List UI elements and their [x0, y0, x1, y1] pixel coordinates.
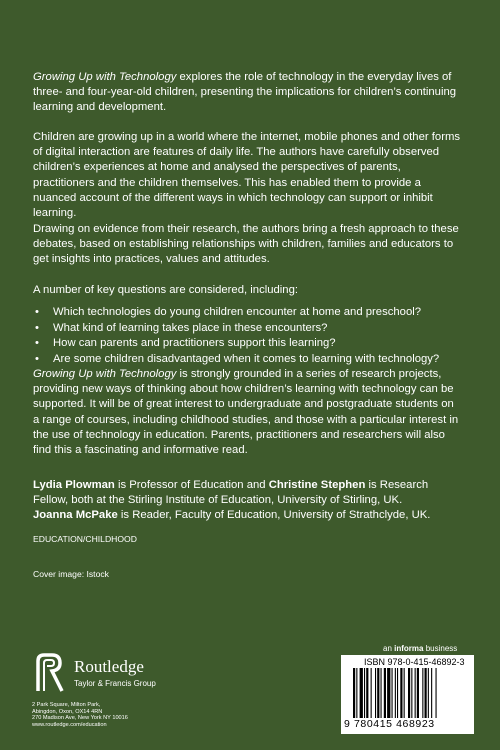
- isbn-label: ISBN 978-0-415-46892-3: [364, 657, 465, 667]
- isbn-barcode: [341, 655, 474, 734]
- list-item: • Which technologies do young children encounter at home and preschool?: [33, 305, 473, 321]
- publisher-name: Routledge: [74, 657, 144, 676]
- author-bios: [33, 478, 463, 524]
- list-item: • How can parents and practitioners support this learning?: [33, 336, 473, 352]
- address-line: 270 Madison Ave, New York NY 10016: [32, 715, 128, 722]
- routledge-logo-icon: [32, 653, 68, 693]
- list-item: • What kind of learning takes place in these encounters?: [33, 321, 473, 337]
- barcode-bars-icon: [353, 668, 463, 718]
- publisher-address: [32, 702, 128, 728]
- book-title-reference: Growing Up with Technology: [33, 71, 177, 83]
- blurb-paragraph-5-text: is strongly grounded in a series of research projects, providing new ways of thinking about how children’s learning with technology can be supported. It will be of great interest to undergraduate and postgraduate students on a range of courses, including childhood studies, and those with a particular interest in the use of technology in education. Parents, practitioners and researchers will also find this a fascinating and informative read.: [33, 368, 459, 457]
- address-line: 2 Park Square, Milton Park,: [32, 702, 101, 708]
- author-name: Christine Stephen: [268, 479, 366, 491]
- tagline-prefix: an: [383, 644, 395, 653]
- blurb-paragraph-1: [33, 70, 463, 116]
- blurb-paragraph-2: Children are growing up in a world where the internet, mobile phones and other forms of digital interaction are features of daily life. The authors have carefully observed children’s experiences at home and analysed the perspectives of parents, practitioners and the children themselves. This has enabled them to provide a nuanced account of the different ways in which technology can support or inhibit learning.: [33, 131, 461, 220]
- blurb-paragraph-5: [33, 367, 463, 458]
- author-name: Joanna McPake: [33, 509, 118, 522]
- address-line: Abingdon, Oxon, OX14 4RN: [32, 708, 103, 715]
- cover-credit: Cover image: Istock: [33, 569, 109, 579]
- isbn-number: 9 780415 468923: [344, 718, 435, 730]
- author-bio-text: is Professor of Education and: [114, 479, 269, 491]
- blurb-paragraph-3: Drawing on evidence from their research, the authors bring a fresh approach to these debates, based on establishing relationships with children, families and educators to get insights into practices, values and attitudes.: [33, 223, 459, 266]
- publisher-group: Taylor & Francis Group: [74, 679, 156, 688]
- author-bio-text: is Reader, Faculty of Education, University of Strathclyde, UK.: [117, 509, 431, 522]
- author-bio-text: is Research Fellow, both at the Stirling Institute of Education, University of Stirling, UK.: [33, 479, 429, 507]
- publisher-logo: [32, 653, 182, 697]
- blurb-paragraph-1-text: explores the role of technology in the everyday lives of three- and four-year-old children, presenting the implications for children’s continuing learning and development.: [33, 71, 457, 114]
- list-item: • Are some children disadvantaged when it comes to learning with technology?: [33, 352, 473, 368]
- tagline-suffix: business: [423, 644, 458, 653]
- tagline-brand: informa: [394, 644, 424, 653]
- address-line: www.routledge.com/education: [32, 721, 107, 728]
- author-name: Lydia Plowman: [33, 479, 115, 491]
- subject-category: EDUCATION/CHILDHOOD: [33, 534, 137, 544]
- informa-business-tagline: [383, 644, 457, 653]
- key-questions-list: [33, 305, 473, 367]
- book-title-reference: Growing Up with Technology: [33, 368, 177, 380]
- key-questions-intro: A number of key questions are considered, including:: [33, 284, 299, 296]
